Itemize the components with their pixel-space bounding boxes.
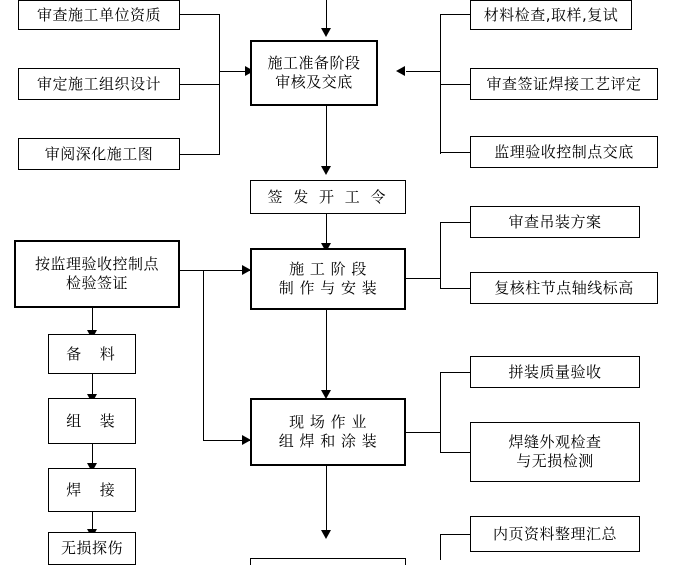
node-inner-page-data-compilation[interactable]: 内页资料整理汇总 [470,516,640,552]
connector-n2-out [180,84,220,85]
connector-n1-out [180,14,220,15]
connector-right-bus2-to-stage [406,278,441,279]
connector-top-stem [326,0,327,30]
connector-stage-to-inspection [180,270,250,271]
connector-n11-in [440,222,470,223]
connector-n3-out [180,154,220,155]
connector-stage-to-site [326,310,327,394]
connector-n5-in [440,14,470,15]
node-review-detailed-drawings[interactable]: 审阅深化施工图 [18,138,180,170]
node-assembly-quality-acceptance[interactable]: 拼装质量验收 [470,356,640,388]
node-material-preparation[interactable]: 备 料 [48,334,136,374]
node-bottom-partial[interactable] [250,558,406,565]
node-review-hoisting-plan[interactable]: 审查吊装方案 [470,206,640,238]
node-inspection-certification-by-control-point[interactable]: 按监理验收控制点 检验签证 [14,240,180,308]
node-weld-appearance-and-ndt-inspection[interactable]: 焊缝外观检查 与无损检测 [470,422,640,482]
arrow-into-prep-right [396,66,405,76]
arrow-into-order [321,166,331,175]
connector-right-bus3-to-site [406,432,441,433]
node-approve-construction-organization-design[interactable]: 审定施工组织设计 [18,68,180,100]
connector-n19-in [440,452,470,453]
node-construction-stage-fabrication-installation[interactable]: 施 工 阶 段 制 作 与 安 装 [250,248,406,310]
connector-right-bus3 [440,372,441,452]
node-recheck-column-joint-axis-elevation[interactable]: 复核柱节点轴线标高 [470,272,658,304]
node-review-contractor-qualification[interactable]: 审查施工单位资质 [18,0,180,30]
connector-n20-in [440,534,470,535]
node-welding[interactable]: 焊 接 [48,468,136,512]
node-material-inspection-sampling-retest[interactable]: 材料检查,取样,复试 [470,0,632,30]
node-nondestructive-testing[interactable]: 无损探伤 [48,532,136,565]
node-review-welding-procedure-qualification[interactable]: 审查签证焊接工艺评定 [470,68,658,100]
arrow-into-bottom [321,530,331,539]
connector-prep-to-order [326,106,327,168]
connector-right-bus4 [440,534,441,560]
node-site-work-welding-coating[interactable]: 现 场 作 业 组 焊 和 涂 装 [250,398,406,466]
node-preparation-stage-review[interactable]: 施工准备阶段 审核及交底 [250,40,378,106]
connector-n7-in [440,152,470,153]
connector-site-to-bottom [326,466,327,536]
connector-n12-in [440,288,470,289]
arrow-into-prep-top [321,28,331,37]
connector-right-bus-to-prep [406,71,441,72]
connector-left-return-bus [203,270,204,440]
connector-n6-in [440,84,470,85]
connector-n18-in [440,372,470,373]
node-issue-start-work-order[interactable]: 签 发 开 工 令 [250,180,406,214]
node-assembly[interactable]: 组 装 [48,398,136,444]
node-supervision-acceptance-control-point-briefing[interactable]: 监理验收控制点交底 [470,136,658,168]
